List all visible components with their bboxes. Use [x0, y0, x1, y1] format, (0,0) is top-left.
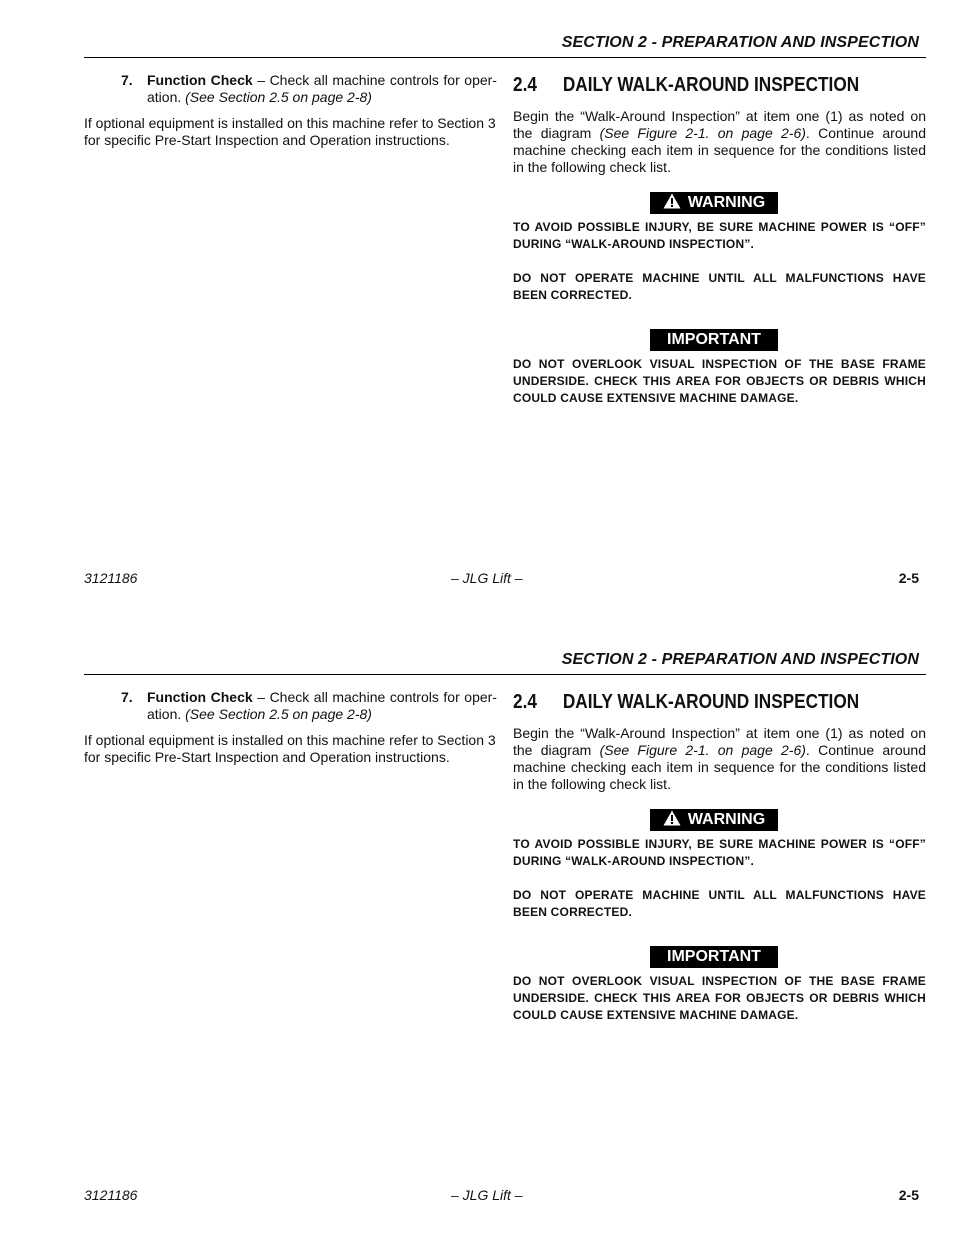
- important-badge: IMPORTANT: [650, 329, 778, 351]
- step-title: Function Check: [147, 689, 253, 705]
- warning-triangle-icon: [663, 193, 681, 209]
- warning-badge: [650, 809, 778, 831]
- step-title: Function Check: [147, 72, 253, 88]
- step-description: Check all machine controls for oper-ation.: [147, 72, 497, 105]
- step-description: Check all machine controls for oper-ation.: [147, 689, 497, 722]
- right-column: [513, 72, 926, 407]
- warning-text-1: TO AVOID POSSIBLE INJURY, BE SURE MACHINE POWER IS “OFF” DURING “WALK-AROUND INSPECTION”.: [513, 837, 926, 868]
- step-item: [121, 689, 497, 723]
- footer-doc-number: 3121186: [84, 1187, 138, 1203]
- intro-paragraph: [513, 725, 926, 793]
- step-number: 7.: [121, 689, 133, 705]
- intro-paragraph: [513, 108, 926, 176]
- important-text: DO NOT OVERLOOK VISUAL INSPECTION OF THE BASE FRAME UNDERSIDE. CHECK THIS AREA FOR OBJECTS OR DEBRIS WHICH COULD CAUSE EXTENSIVE MACHINE DAMAGE.: [513, 974, 926, 1022]
- important-text: DO NOT OVERLOOK VISUAL INSPECTION OF THE BASE FRAME UNDERSIDE. CHECK THIS AREA FOR OBJECTS OR DEBRIS WHICH COULD CAUSE EXTENSIVE MACHINE DAMAGE.: [513, 357, 926, 405]
- section-header: SECTION 2 - PREPARATION AND INSPECTION: [561, 34, 919, 51]
- left-column: [84, 72, 497, 149]
- warning-text-2: DO NOT OPERATE MACHINE UNTIL ALL MALFUNCTIONS HAVE BEEN CORRECTED.: [513, 271, 926, 302]
- warning-text-2: DO NOT OPERATE MACHINE UNTIL ALL MALFUNCTIONS HAVE BEEN CORRECTED.: [513, 888, 926, 919]
- figure-reference: (See Figure 2-1. on page 2-6): [599, 125, 806, 141]
- optional-equipment-note: If optional equipment is installed on this machine refer to Section 3 for specific Pre-Start Inspection and Operation instructions.: [84, 732, 496, 765]
- intro-text-continued: . Continue around machine checking each item in sequence for the conditions listed in the following check list.: [513, 125, 926, 175]
- section-heading: [513, 72, 868, 98]
- warning-text-1: TO AVOID POSSIBLE INJURY, BE SURE MACHINE POWER IS “OFF” DURING “WALK-AROUND INSPECTION”.: [513, 220, 926, 251]
- step-item: [121, 72, 497, 106]
- footer-center: – JLG Lift –: [451, 570, 523, 586]
- heading-title: DAILY WALK-AROUND INSPECTION: [562, 74, 860, 96]
- heading-title: DAILY WALK-AROUND INSPECTION: [562, 691, 860, 713]
- warning-label: WARNING: [687, 811, 766, 828]
- footer-doc-number: 3121186: [84, 570, 138, 586]
- heading-number: 2.4: [513, 691, 537, 713]
- step-reference: (See Section 2.5 on page 2-8): [185, 89, 372, 105]
- intro-text: Begin the “Walk-Around Inspection” at item one (1) as noted on the diagram: [513, 108, 926, 141]
- footer-page-number: 2-5: [898, 1187, 919, 1203]
- header-rule: [84, 57, 926, 58]
- intro-text-continued: . Continue around machine checking each item in sequence for the conditions listed in the following check list.: [513, 742, 926, 792]
- step-dash: –: [252, 689, 270, 705]
- section-heading: [513, 689, 868, 715]
- section-header: SECTION 2 - PREPARATION AND INSPECTION: [561, 651, 919, 668]
- intro-text: Begin the “Walk-Around Inspection” at item one (1) as noted on the diagram: [513, 725, 926, 758]
- optional-equipment-note: If optional equipment is installed on this machine refer to Section 3 for specific Pre-Start Inspection and Operation instructions.: [84, 115, 496, 148]
- step-text: [147, 72, 497, 106]
- figure-reference: (See Figure 2-1. on page 2-6): [599, 742, 806, 758]
- step-reference: (See Section 2.5 on page 2-8): [185, 706, 372, 722]
- footer-center: – JLG Lift –: [451, 1187, 523, 1203]
- header-rule: [84, 674, 926, 675]
- manual-page-1: [0, 0, 954, 617]
- heading-number: 2.4: [513, 74, 537, 96]
- footer-page-number: 2-5: [898, 570, 919, 586]
- step-number: 7.: [121, 72, 133, 88]
- right-column: [513, 689, 926, 1024]
- manual-page-2: [0, 617, 954, 1234]
- step-text: [147, 689, 497, 723]
- left-column: [84, 689, 497, 766]
- warning-triangle-icon: [663, 810, 681, 826]
- warning-badge: [650, 192, 778, 214]
- important-badge: IMPORTANT: [650, 946, 778, 968]
- warning-label: WARNING: [687, 194, 766, 211]
- step-dash: –: [252, 72, 270, 88]
